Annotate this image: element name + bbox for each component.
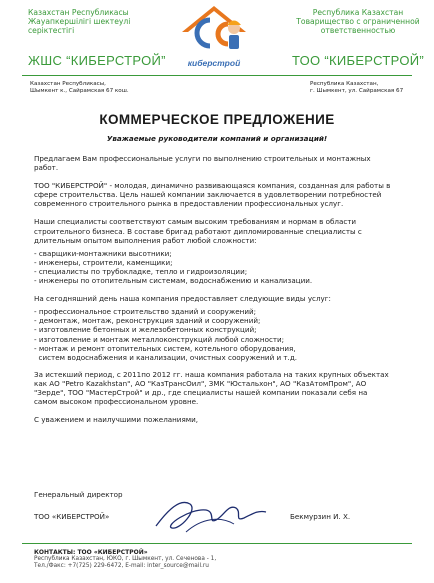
body-text [34, 154, 414, 424]
text-line: современного строительного рынка в предоставлении профессиональных услуг. [34, 199, 344, 209]
paragraph-company [34, 181, 414, 208]
header-left-block [28, 8, 158, 36]
services-intro: На сегодняшний день наша компания предоставляет следующие виды услуг: [34, 294, 331, 304]
specialists-list [34, 249, 414, 285]
header-left-line: Казахстан Республикасы [28, 8, 129, 17]
text-line: длительным опытом выполнения работ любой сложности: [34, 235, 257, 245]
document-subtitle: Уважаемые руководители компаний и организаций! [106, 134, 328, 143]
left-address [30, 81, 129, 95]
text-line: как АО "Petro Kazakhstan", АО "КазТрансОил", ЗМК "Юстальхон", АО "КазАтомПром", АО [34, 378, 367, 388]
header-left-line: серіктестігі [28, 26, 75, 36]
address-line: Шымкент к., Сайрамская 67 кош. [30, 88, 129, 94]
text-line: Наши специалисты соответствуют самым высоким требованиям и нормам в области [34, 217, 357, 227]
footer-title: КОНТАКТЫ: ТОО «КИБЕРСТРОЙ» [34, 549, 148, 556]
list-item: - изготовление и монтаж металлоконструкций любой сложности; [34, 334, 285, 344]
paragraph-intro [34, 154, 414, 172]
closing-line: С уважением и наилучшими пожеланиями, [34, 415, 199, 425]
list-item: - демонтаж, монтаж, реконструкция зданий и сооружений; [34, 316, 261, 326]
list-item: - сварщики-монтажники высотники; [34, 248, 172, 258]
text-line: За истекший период, с 2011по 2012 гг. наша компания работала на таких крупных объектах [34, 369, 389, 379]
address-line: Казахстан Республикасы, [30, 81, 106, 87]
text-line: сфере строительства. Цель нашей компании заключается в удовлетворении потребностей [34, 190, 382, 200]
footer-block [34, 549, 216, 571]
footer-contacts: Тел./Факс: +7(725) 229-6472, E-mail: inter_source@mail.ru [34, 563, 209, 570]
signature-role: Генеральный директор [34, 490, 123, 499]
address-line: г. Шымкент, ул. Сайрамская 67 [310, 88, 404, 94]
signature-name: Бекмурзин И. Х. [290, 512, 351, 521]
document-title: КОММЕРЧЕСКОЕ ПРЕДЛОЖЕНИЕ [99, 112, 335, 127]
list-item: - инженеры по отопительным системам, водоснабжению и канализации. [34, 276, 313, 286]
header-right-company: ТОО “КИБЕРСТРОЙ” [291, 53, 425, 68]
signature-company: ТОО «КИБЕРСТРОЙ» [34, 512, 110, 521]
list-item: - изготовление бетонных и железобетонных конструкций; [34, 325, 257, 335]
list-item: - инженеры, строители, каменщики; [34, 257, 173, 267]
list-item: - специалисты по трубокладке, тепло и гидроизоляции; [34, 266, 248, 276]
company-logo [176, 2, 252, 74]
list-item: - профессиональное строительство зданий и сооружений; [34, 307, 257, 317]
footer-divider [22, 543, 412, 544]
header-right-block [288, 8, 428, 36]
right-address [310, 81, 403, 95]
paragraph-specialists [34, 217, 414, 244]
header-right-line: Товарищество с ограниченной [296, 17, 420, 27]
text-line: Предлагаем Вам профессиональные услуги по выполнению строительных и монтажных [34, 154, 371, 163]
paragraph-projects [34, 370, 414, 406]
list-item: систем водоснабжения и канализации, очистных сооружений и т.д. [34, 352, 298, 362]
handwritten-signature-icon [150, 490, 270, 540]
text-line: самом высоком профессиональном уровне. [34, 397, 199, 407]
address-line: Республика Казахстан, [310, 81, 379, 87]
header-divider [22, 75, 412, 76]
header-right-line: Республика Казахстан [312, 8, 404, 17]
header-left-line: Жауапкершілігі шектеулі [28, 17, 131, 27]
header-right-line: ответственностью [320, 26, 396, 36]
text-line: ТОО "КИБЕРСТРОЙ" - молодая, динамично развивающаяся компания, созданная для работы в [34, 181, 391, 191]
logo-emblem-icon [176, 2, 252, 62]
header-left-company: ЖШС “КИБЕРСТРОЙ” [28, 53, 166, 68]
logo-text: киберстрой [187, 58, 241, 68]
text-line: работ. [34, 163, 59, 173]
services-list [34, 307, 414, 362]
list-item: - монтаж и ремонт отопительных систем, котельного оборудования, [34, 343, 296, 353]
footer-address: Республика Казахстан, ЮКО, г. Шымкент, ул. Сеченова - 1, [34, 556, 217, 563]
text-line: строительного бизнеса. В составе бригад работают дипломированные специалисты с [34, 226, 362, 236]
text-line: "Зерде", ТОО "МастерСтрой" и др., где специалисты нашей компании показали себя на [34, 387, 368, 397]
